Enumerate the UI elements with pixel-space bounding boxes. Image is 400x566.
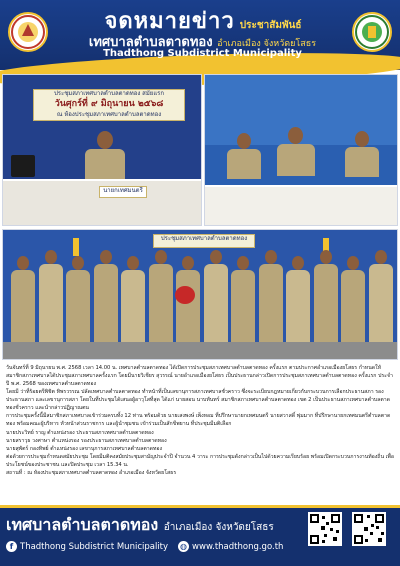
title-newsletter: จดหมายข่าว <box>104 9 235 34</box>
footer-location: อำเภอเมือง จังหวัดยโสธร <box>163 522 274 533</box>
photo1-banner-line3: ณ ห้องประชุมสภาเทศบาลตำบลตาดทอง <box>56 110 162 118</box>
article-paragraph: นายสุพัตร์ กองทิพย์ ตำแหน่งรอง เลขานุการสภาเทศบาลตำบลตาดทอง <box>6 445 163 452</box>
projector <box>11 155 35 177</box>
qr-code-icon[interactable] <box>308 512 342 546</box>
article-body <box>6 364 394 477</box>
photo3-banner-text: ประชุมสภาเทศบาลตำบลตาดทอง <box>160 235 248 242</box>
photo3-banner <box>153 234 255 248</box>
nameplate-text: นายกเทศมนตรี <box>103 187 143 194</box>
photo-council-table <box>204 74 398 226</box>
photo3-floor <box>3 342 398 360</box>
article-paragraph: นายประวิทย์ ราญ ตำแหน่งรอง ประธานสภาเทศบาลตำบลตาดทอง <box>6 429 154 436</box>
local-admin-emblem-icon <box>352 12 392 52</box>
nameplate <box>99 186 147 198</box>
footer-org-name: เทศบาลตำบลตาดทอง <box>6 515 159 534</box>
photo2-table <box>205 185 398 226</box>
facebook-link[interactable]: Thadthong Subdistrict Municipality <box>20 541 169 552</box>
org-name: เทศบาลตำบลตาดทอง <box>88 35 213 50</box>
footer <box>0 505 400 566</box>
footer-gold-line <box>0 505 400 508</box>
photo-group <box>2 229 398 360</box>
article-paragraph: ต่อด้วยการประชุมกำหนดสมัยประชุม โดยมีมติคงสมัยประชุมสามัญประจำปี จำนวน 4 วาระ การประชุมดังกล่าวเป็นไปด้วยความเรียบร้อย พร้อมเปิดกระบวนการงานท้องถิ่น เพื่อประโยชน์ของประชาชน และปิดประชุม เวลา 15.34 น. <box>6 453 394 468</box>
article-paragraph: นายสราวุธ วงศาษา ตำแหน่งรอง รองประธานสภาเทศบาลตำบลตาดทอง <box>6 437 167 444</box>
footer-links <box>6 541 283 552</box>
photo1-banner-line1: ประชุมสภาเทศบาลตำบลตาดทอง สมัยแรก <box>53 90 165 97</box>
photo1-banner-line2: วันศุกร์ที่ ๙ มิถุนายน ๒๕๖๘ <box>54 99 164 110</box>
facebook-icon: f <box>6 541 17 552</box>
municipality-seal-icon <box>8 12 48 52</box>
flower-bouquet <box>175 286 195 304</box>
footer-org <box>6 513 274 538</box>
website-link[interactable]: www.thadthong.go.th <box>192 541 284 552</box>
article-paragraph: สถานที่ : ณ ห้องประชุมสภาเทศบาลตำบลตาดทอง อำเภอเมือง จังหวัดยโสธร <box>6 469 177 476</box>
flag-icon <box>73 238 79 256</box>
qr-code-icon[interactable] <box>352 512 386 546</box>
photo1-banner <box>33 89 185 121</box>
article-paragraph: โดยมี ว่าที่ร้อยตรีพิชิต ทิพรวรรณ ปลัดเทศบาลตำบลตาดทอง ทำหน้าที่เป็นเลขานุการสภาเทศบาลชั่วคราว ซึ่งจะระเบียบกฎหมายเกี่ยวกับกระบวนการเลือกประธานสภา รองประธานสภา และเลขานุการสภา โดยในที่ประชุมได้เสนอผู้อาวุโสที่สุด ได้แก่ นายสอน นาบทันทร์ สมาชิกสภาเทศบาลตำบลตาดทอง เขต 2 เป็นประธานสภาเทศบาลตำบลตาดทองชั่วคราว และนำกล่าวปฏิญาณตน <box>6 389 390 412</box>
article-paragraph: การประชุมครั้งนี้มีสมาชิกสภาเทศบาลเข้าร่วมครบทั้ง 12 ท่าน พร้อมด้วย นายเสงพงษ์ เพ็งหอม ที่ปรึกษานายกเทศมนตรี นายสวาสดิ์ พุ่มมาก ที่ปรึกษานายกเทศมนตรีตำบลตาดทอง พร้อมคณะผู้บริหาร หัวหน้าส่วนราชการ และผู้นำชุมชน เข้าร่วมเป็นสักขีพยาน ที่ประชุมมีมติเลือก <box>6 413 391 428</box>
title-pr: ประชาสัมพันธ์ <box>239 20 302 31</box>
globe-icon: ◍ <box>178 541 189 552</box>
org-name-en: Thadthong Subdistrict Municipality <box>103 48 302 59</box>
photo-chairman-desk <box>2 74 202 226</box>
article-paragraph: วันจันทร์ที่ 9 มิถุนายน พ.ศ. 2568 เวลา 14.00 น. เทศบาลตำบลตาดทอง ได้เปิดการประชุมสภาเทศบาลตำบลตาดทอง ครั้งแรก ตามประกาศอำเภอเมืองยโสธร กำหนดให้สมาชิกสภาเทศบาลได้ประชุมสภาเทศบาลครั้งแรก โดยมีนายวิเชียร สุวรรณ์ นายอำเภอเมืองยโสธร เป็นประธานกล่าวเปิดการประชุมสภาเทศบาลตำบลตาดทอง ครั้งแรก ประจำปี พ.ศ. 2568 ของเทศบาลตำบลตาดทอง <box>6 365 393 388</box>
org-location: อำเภอเมือง จังหวัดยโสธร <box>217 39 317 49</box>
header <box>0 0 400 70</box>
